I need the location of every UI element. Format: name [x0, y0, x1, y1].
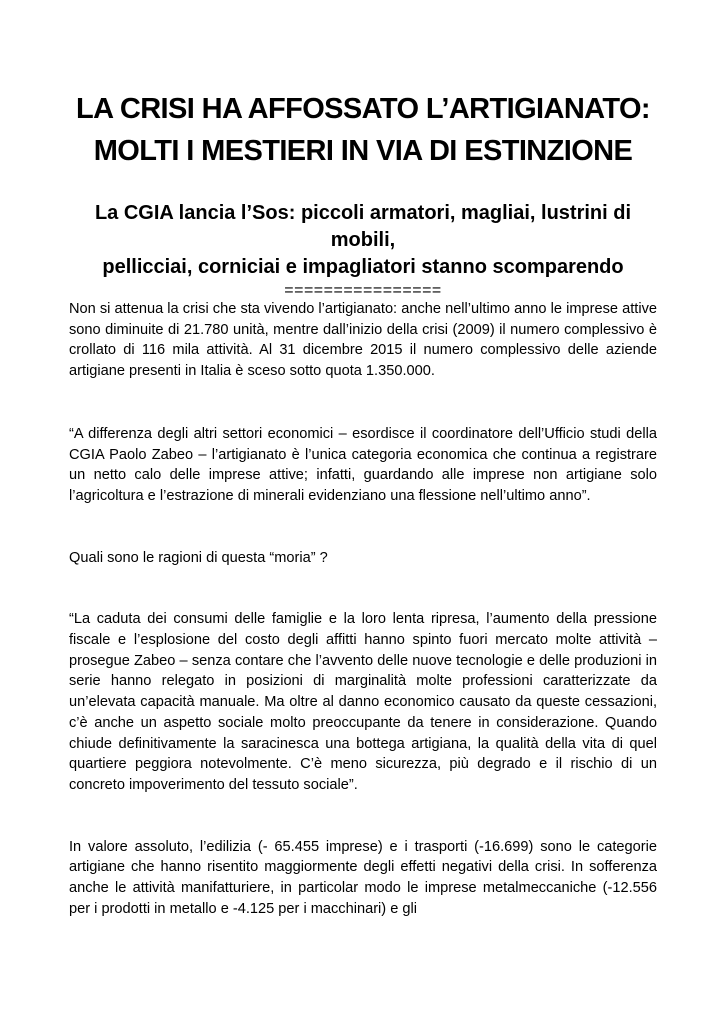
title-line-1: LA CRISI HA AFFOSSATO L’ARTIGIANATO: [76, 93, 650, 125]
title-line-2: MOLTI I MESTIERI IN VIA DI ESTINZIONE [93, 135, 633, 167]
paragraph-statistics: In valore assoluto, l’edilizia (- 65.455 imprese) e i trasporti (-16.699) sono le categorie artigiane che hanno risentito maggiormente degli effetti negativi della crisi. In sofferenza anche le attività manifatturiere, in particolar modo le imprese metalmeccaniche (-12.556 per i prodotti in metallo e -4.125 per i macchinari) e gli [69, 838, 657, 917]
document-page [69, 88, 657, 919]
document-subtitle [69, 200, 657, 281]
paragraph-quote-2: “La caduta dei consumi delle famiglie e la loro lenta ripresa, l’aumento della pressione fiscale e l’esplosione del costo degli affitti hanno spinto fuori mercato molte attività – prosegue Zabeo – senza contare che l’avvento delle nuove tecnologie e delle produzioni in serie hanno relegato in posizioni di marginalità molte professioni caratterizzate da un’elevata capacità manuale. Ma oltre al danno economico causato da queste cessazioni, c’è anche un aspetto sociale molto preoccupante da tenere in considerazione. Quando chiude definitivamente la saracinesca una bottega artigiana, la qualità della vita di quel quartiere peggiora notevolmente. C’è meno sicurezza, più degrado e il rischio di un concreto impoverimento del tessuto sociale”. [69, 611, 657, 793]
separator-line: ================ [284, 282, 442, 299]
paragraph-intro: Non si attenua la crisi che sta vivendo l’artigianato: anche nell’ultimo anno le imprese attive sono diminuite di 21.780 unità, mentre dall’inizio della crisi (2009) il numero complessivo è crollato di 116 mila attività. Al 31 dicembre 2015 il numero complessivo delle aziende artigiane presenti in Italia è sceso sotto quota 1.350.000. [69, 301, 657, 380]
document-title [69, 88, 657, 172]
paragraph-quote-1: “A differenza degli altri settori economici – esordisce il coordinatore dell’Ufficio studi della CGIA Paolo Zabeo – l’artigianato è l’unica categoria economica che continua a registrare un netto calo delle imprese attive; infatti, guardando alle imprese non artigiane solo l’agricoltura e l’estrazione di minerali evidenziano una flessione nell’ultimo anno”. [69, 425, 657, 504]
subtitle-line-1: La CGIA lancia l’Sos: piccoli armatori, magliai, lustrini di mobili, [94, 202, 632, 251]
subtitle-line-2: pellicciai, corniciai e impagliatori stanno scomparendo [102, 256, 624, 278]
paragraph-question: Quali sono le ragioni di questa “moria” ? [69, 549, 328, 566]
